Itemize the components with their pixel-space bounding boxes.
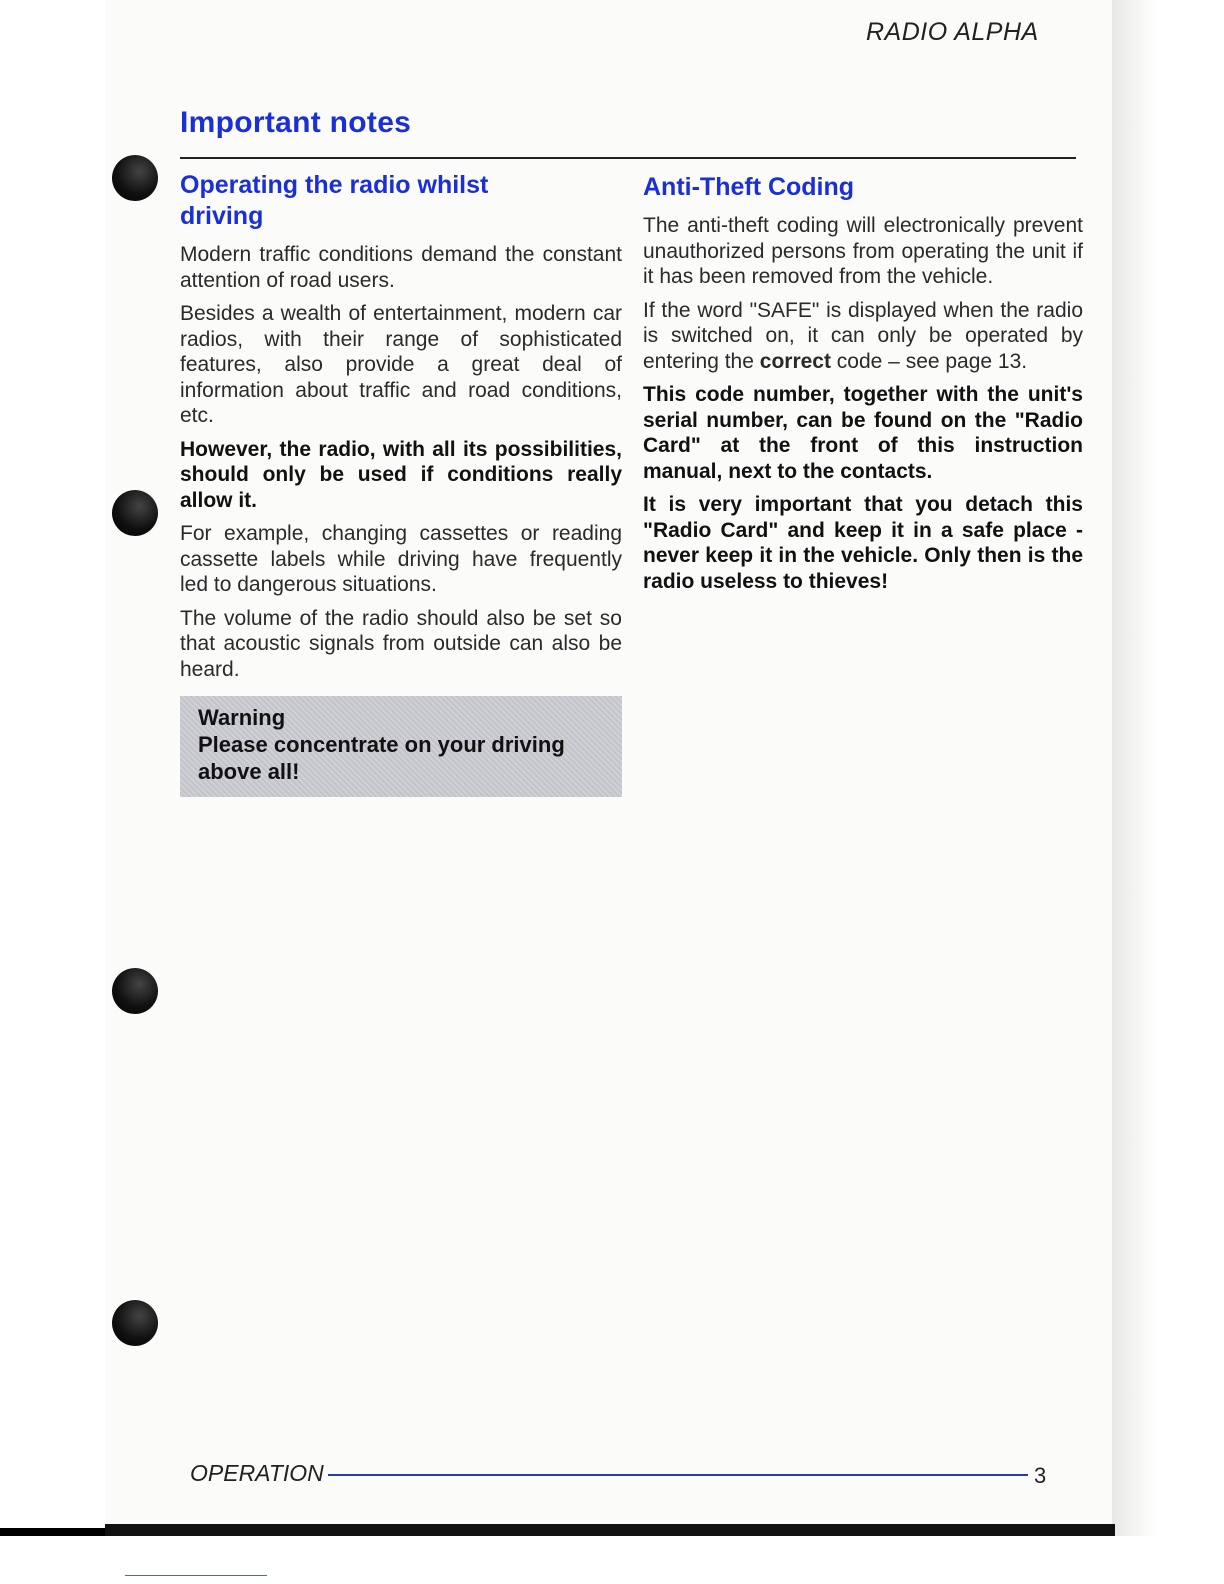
binder-hole <box>112 490 158 536</box>
footer-rule <box>328 1474 1028 1476</box>
section-heading-driving <box>180 170 622 232</box>
warning-box <box>180 696 622 797</box>
heading-line: Operating the radio whilst <box>180 171 489 199</box>
warning-text: Please concentrate on your driving above all! <box>198 732 565 784</box>
bold-word: correct <box>759 349 831 373</box>
footer-section-label: OPERATION <box>190 1460 324 1486</box>
right-column <box>643 172 1083 602</box>
paragraph-safe <box>643 298 1083 375</box>
bold-paragraph: This code number, together with the unit's serial number, can be found on the "Radio Card" at the front of this instruction manual, next to the contacts. <box>643 383 1083 483</box>
left-column <box>180 170 622 797</box>
running-header: RADIO ALPHA <box>866 18 1039 46</box>
page-number: 3 <box>1034 1463 1047 1488</box>
paragraph: For example, changing cassettes or reading cassette labels while driving have frequently led to dangerous situations. <box>180 522 622 596</box>
section-heading-anti-theft: Anti-Theft Coding <box>643 173 855 201</box>
page-edge-shadow <box>1112 0 1224 1584</box>
paragraph: Besides a wealth of entertainment, modern car radios, with their range of sophisticated features, also provide a great deal of information about traffic and road conditions, etc. <box>180 302 622 427</box>
bold-paragraph: It is very important that you detach this "Radio Card" and keep it in a safe place - never keep it in the vehicle. Only then is the radio useless to thieves! <box>643 493 1083 593</box>
binder-hole <box>112 1300 158 1346</box>
paragraph: The volume of the radio should also be set so that acoustic signals from outside can also be heard. <box>180 606 622 681</box>
warning-title: Warning <box>198 705 286 730</box>
paragraph: The anti-theft coding will electronically prevent unauthorized persons from operating the unit if it has been removed from the vehicle. <box>643 214 1083 288</box>
title-rule <box>180 157 1076 159</box>
scan-artifact-line <box>125 1575 267 1576</box>
heading-line: driving <box>180 202 264 230</box>
page-left-margin <box>0 0 105 1528</box>
page-title: Important notes <box>180 106 412 139</box>
page-bottom-edge <box>105 1524 1115 1536</box>
text-run: code – see page 13. <box>830 349 1028 373</box>
binder-hole <box>112 968 158 1014</box>
bold-paragraph: However, the radio, with all its possibilities, should only be used if conditions really allow it. <box>180 437 622 512</box>
binder-hole <box>112 155 158 201</box>
paragraph: Modern traffic conditions demand the constant attention of road users. <box>180 243 622 292</box>
text-run: If the word "SAFE" is displayed when the radio is switched on, it can only be operated by entering the <box>643 298 1083 373</box>
scan-background <box>0 1536 1224 1584</box>
